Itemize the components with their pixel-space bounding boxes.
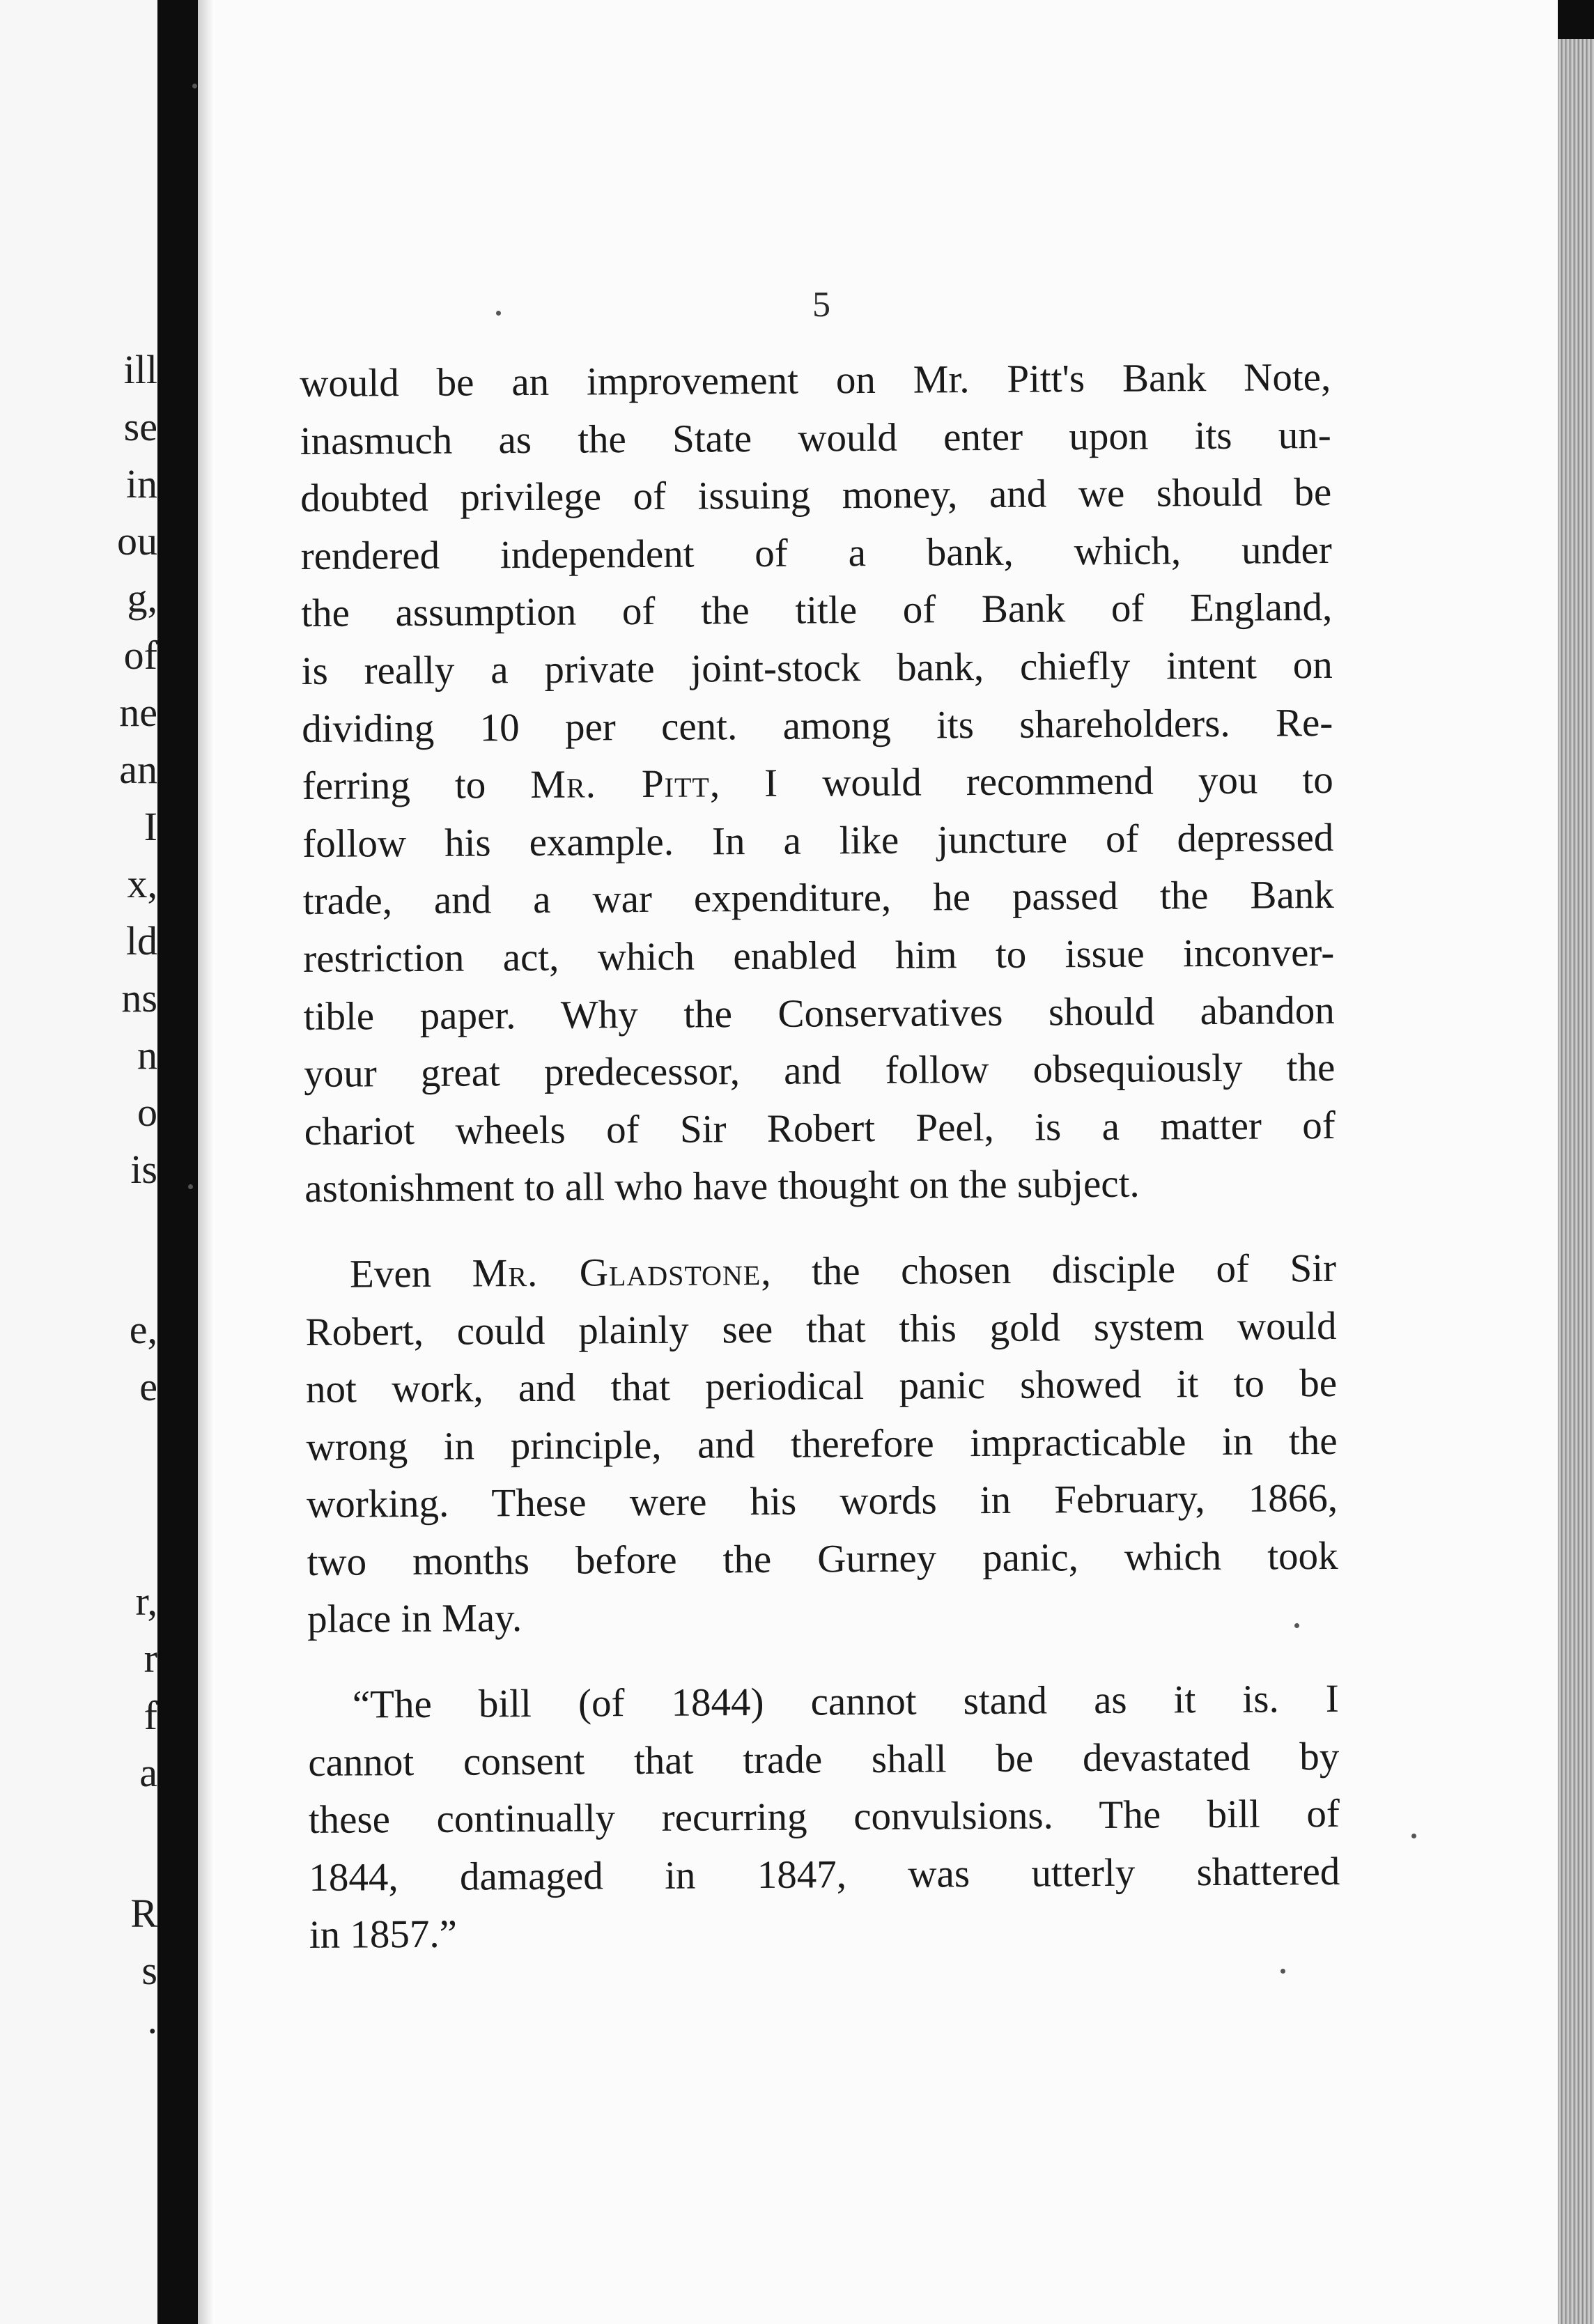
page-edge-top xyxy=(1558,0,1594,39)
left-page-fragment: o xyxy=(137,1090,157,1135)
left-page-fragment: R xyxy=(130,1891,157,1936)
page-number: 5 xyxy=(812,285,830,325)
text-line: 1844, damaged in 1847, was utterly shattered xyxy=(309,1849,1340,1900)
scan-speck xyxy=(192,84,197,88)
text-line: Robert, could plainly see that this gold system would xyxy=(305,1303,1337,1354)
text-line: trade, and a war expenditure, he passed the Bank xyxy=(302,873,1334,924)
text-line: the assumption of the title of Bank of England, xyxy=(301,585,1333,636)
body-text xyxy=(300,349,1340,1965)
text-line: not work, and that periodical panic showed it to be xyxy=(305,1361,1338,1412)
gutter-shadow xyxy=(198,0,215,2324)
text-line: would be an improvement on Mr. Pitt's Bank Note, xyxy=(300,355,1331,405)
left-page-fragment: an xyxy=(119,747,157,792)
text-line: wrong in principle, and therefore impracticable in the xyxy=(306,1418,1338,1469)
left-page-fragment: x, xyxy=(127,861,157,906)
text-line: ferring to Mr. Pitt, I would recommend you to xyxy=(302,758,1333,809)
left-page-fragment: ne xyxy=(119,690,157,735)
left-page-fragment: ld xyxy=(125,918,157,963)
left-page-fragment: n xyxy=(137,1032,157,1078)
text-line: tible paper. Why the Conservatives should abandon xyxy=(303,988,1335,1039)
text-line: Even Mr. Gladstone, the chosen disciple of Sir xyxy=(349,1246,1337,1296)
left-page-fragment: r xyxy=(144,1636,157,1681)
left-page-fragment: s xyxy=(141,1948,157,1993)
left-page-fragment: ou xyxy=(117,518,157,564)
text-line: follow his example. In a like juncture of depressed xyxy=(302,815,1334,866)
text-line: dividing 10 per cent. among its shareholders. Re- xyxy=(302,700,1333,751)
left-page-fragment: ns xyxy=(121,975,157,1021)
text-line: rendered independent of a bank, which, under xyxy=(300,527,1332,578)
text-line: inasmuch as the State would enter upon its un- xyxy=(300,412,1331,463)
text-line: astonishment to all who have thought on the subject. xyxy=(304,1161,1140,1211)
left-page-fragment: e xyxy=(139,1364,157,1409)
left-page-fragment: g, xyxy=(127,575,157,621)
left-page-fragment: . xyxy=(147,1997,157,2042)
text-line: “The bill (of 1844) cannot stand as it is. I xyxy=(352,1676,1340,1727)
left-page-fragment: in xyxy=(125,461,157,506)
text-line: restriction act, which enabled him to issue inconver- xyxy=(303,930,1335,981)
text-line: working. These were his words in February, 1866, xyxy=(306,1476,1338,1527)
text-line: these continually recurring convulsions. The bill of xyxy=(308,1792,1340,1843)
book-gutter xyxy=(157,0,198,2324)
scan-speck xyxy=(1280,1969,1285,1974)
scan-speck xyxy=(188,1184,193,1189)
text-line: chariot wheels of Sir Robert Peel, is a matter of xyxy=(304,1103,1336,1154)
text-line: two months before the Gurney panic, which took xyxy=(307,1533,1338,1584)
left-page-fragment: I xyxy=(144,804,157,849)
page-stack-edge xyxy=(1558,39,1594,2324)
left-page-fragment: is xyxy=(130,1147,157,1192)
scan-speck xyxy=(496,311,501,316)
left-page-fragment: e, xyxy=(129,1307,157,1352)
left-page-edge xyxy=(0,0,157,2324)
left-page-fragment: f xyxy=(144,1693,157,1738)
left-page-fragment: se xyxy=(123,404,157,449)
left-page-fragment: a xyxy=(139,1750,157,1795)
text-line: in 1857.” xyxy=(309,1912,458,1958)
scan-speck xyxy=(1294,1623,1299,1628)
left-page-fragment: of xyxy=(123,633,157,678)
left-page-fragment: r, xyxy=(135,1579,157,1624)
left-page-fragment: ill xyxy=(123,347,157,392)
text-line: your great predecessor, and follow obsequiously the xyxy=(304,1046,1336,1097)
text-line: place in May. xyxy=(307,1596,523,1642)
text-line: doubted privilege of issuing money, and we should be xyxy=(300,470,1332,521)
scan-speck xyxy=(1411,1834,1416,1838)
text-line: is really a private joint-stock bank, chiefly intent on xyxy=(301,642,1333,693)
text-line: cannot consent that trade shall be devastated by xyxy=(308,1734,1340,1785)
